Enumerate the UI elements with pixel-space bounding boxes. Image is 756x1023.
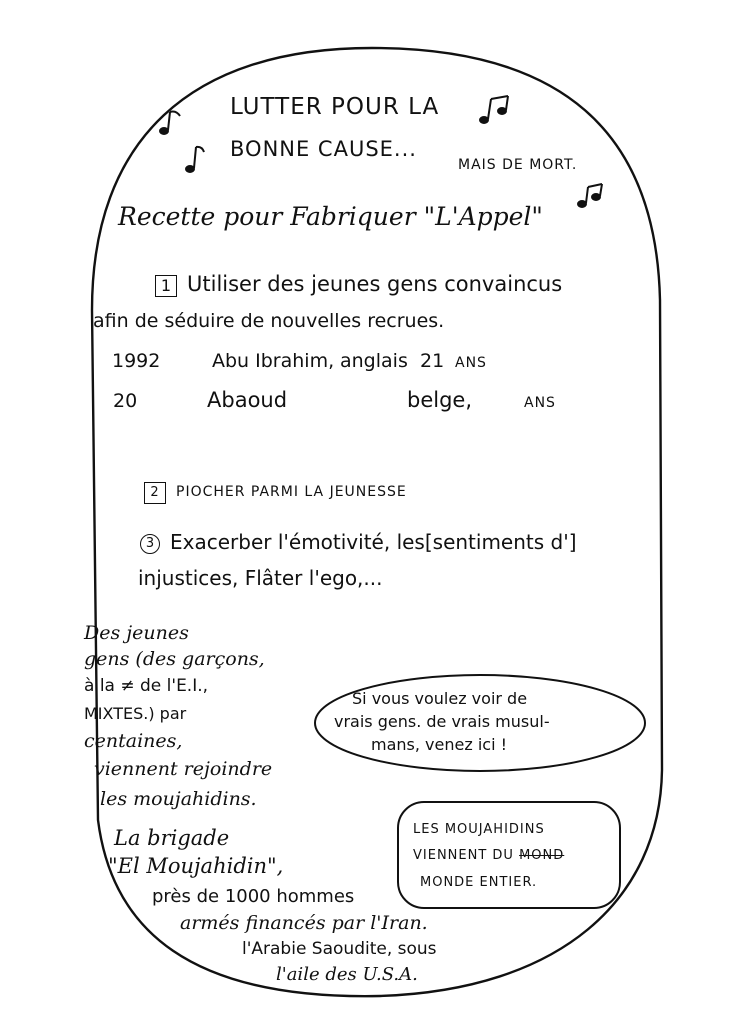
music-note-icon [480,96,508,123]
left-note-line-1: Des jeunes [84,622,189,644]
brigade-line-6: l'aile des U.S.A. [276,964,418,985]
example-1-unit: ANS [455,355,487,371]
bubble-line-3: mans, venez ici ! [371,735,508,754]
recipe-heading: Recette pour Fabriquer "L'Appel" [118,202,543,231]
step-3-text: Exacerber l'émotivité, les[sentiments d'] [170,530,577,554]
title-line-2: BONNE CAUSE... [230,137,417,161]
box-crossed-word: MOND [519,848,565,863]
left-note-line-7: les moujahidins. [100,788,257,810]
left-note-line-4: MIXTES.) par [84,704,187,723]
brigade-line-5: l'Arabie Saoudite, sous [242,939,437,959]
box-line-2 [413,849,564,862]
box-line-3: MONDE ENTIER. [420,875,538,890]
example-2-year: 20 [113,390,138,412]
example-1-age: 21 [420,350,445,372]
step-2 [144,482,407,504]
left-note-line-2: gens (des garçons, [84,648,265,670]
example-1-year: 1992 [112,350,161,372]
step-3-line-1 [140,532,577,554]
step-2-number: 2 [144,482,166,504]
music-note-icon [186,147,204,172]
left-note-line-3: à la ≠ de l'E.I., [84,676,209,696]
brigade-line-2: "El Moujahidin", [108,854,284,878]
example-2-nationality: belge, [407,388,473,412]
title-aside: MAIS DE MORT. [458,157,578,173]
brigade-line-3: près de 1000 hommes [152,886,355,907]
brigade-line-1: La brigade [114,826,230,850]
bubble-line-2: vrais gens. de vrais musul- [334,712,550,731]
title-line-1: LUTTER POUR LA [230,94,440,120]
left-note-line-6: viennent rejoindre [94,758,273,780]
bubble-line-1: Si vous voulez voir de [352,689,528,708]
step-2-text: PIOCHER PARMI LA JEUNESSE [176,484,407,500]
step-1-number: 1 [155,275,177,297]
step-1-line-2: afin de séduire de nouvelles recrues. [93,310,445,332]
example-1-name: Abu Ibrahim, [212,350,335,372]
box-line-2-text: VIENNENT DU [413,848,514,863]
box-line-1: LES MOUJAHIDINS [413,822,545,837]
example-2-name: Abaoud [207,388,288,412]
brigade-line-4: armés financés par l'Iran. [180,912,428,934]
example-2-unit: ANS [524,395,556,411]
example-1-nationality: anglais [340,350,408,372]
music-note-icon [578,184,602,207]
step-1-line-1 [155,274,562,297]
step-3-line-2: injustices, Flâter l'ego,... [138,566,383,590]
left-note-line-5: centaines, [84,730,183,752]
step-3-number: 3 [140,534,160,554]
step-1-text: Utiliser des jeunes gens convaincus [187,272,563,296]
